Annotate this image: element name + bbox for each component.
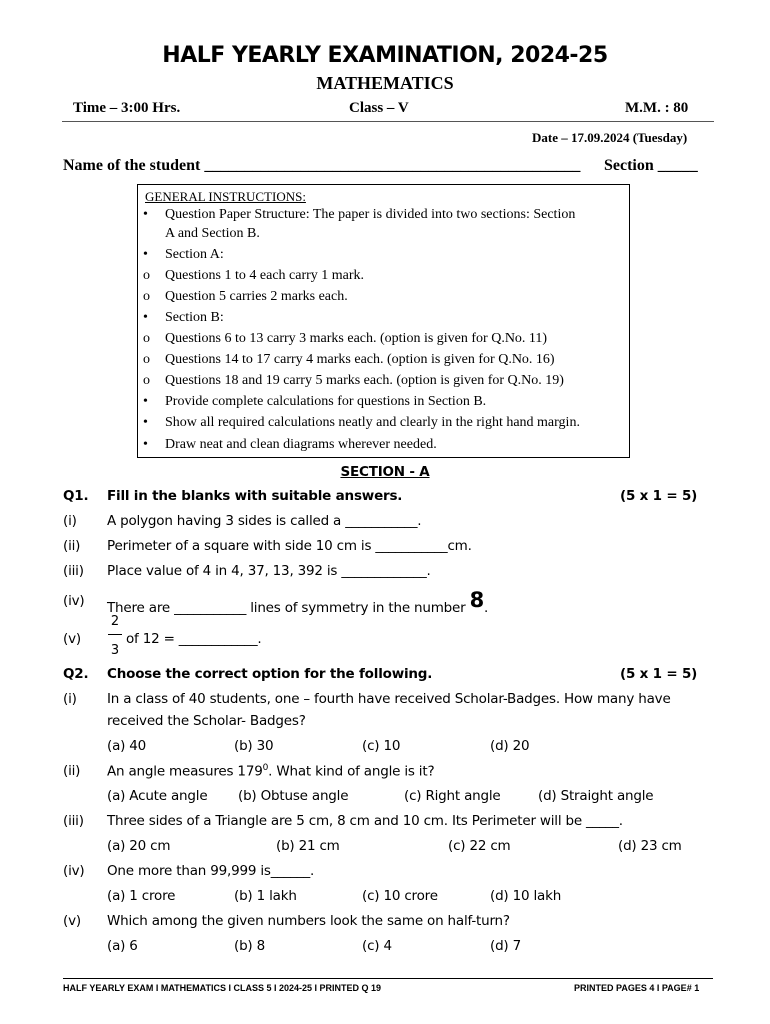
sub-question-text-cont: received the Scholar- Badges? — [107, 713, 306, 729]
instruction-item: Section B: — [165, 310, 224, 325]
sub-question-number: (v) — [63, 631, 81, 647]
header-divider — [62, 121, 714, 122]
bullet-icon: • — [143, 437, 148, 452]
sub-question-number: (ii) — [63, 763, 81, 779]
option-d: (d) 7 — [490, 938, 521, 954]
fraction-numerator: 2 — [110, 614, 120, 629]
option-c: (c) 10 — [362, 738, 401, 754]
sub-question-text: Which among the given numbers look the same on half-turn? — [107, 913, 510, 929]
bullet-icon: • — [143, 207, 148, 222]
exam-title: HALF YEARLY EXAMINATION, 2024-25 — [162, 43, 608, 68]
student-name-line: Name of the student _______________________________________________ — [63, 157, 581, 174]
footer-left-text: HALF YEARLY EXAM I MATHEMATICS I CLASS 5 I 2024-25 I PRINTED Q 19 — [63, 983, 382, 993]
instruction-item-cont: A and Section B. — [165, 226, 260, 241]
option-a: (a) 40 — [107, 738, 147, 754]
section-line: Section _____ — [604, 157, 698, 174]
big-number-eight: 8 — [469, 588, 485, 612]
instruction-item: Questions 18 and 19 carry 5 marks each. (option is given for Q.No. 19) — [165, 373, 564, 388]
instruction-item: Show all required calculations neatly and clearly in the right hand margin. — [165, 415, 580, 430]
sub-question-number: (i) — [63, 513, 77, 529]
option-b: (b) 30 — [234, 738, 274, 754]
sub-question-number: (iii) — [63, 563, 84, 579]
option-a: (a) 1 crore — [107, 888, 176, 904]
sub-question-text-main: There are ___________ lines of symmetry in the number — [107, 600, 470, 616]
option-d: (d) 23 cm — [618, 838, 682, 854]
sub-question-number: (v) — [63, 913, 81, 929]
instruction-item: Section A: — [165, 247, 224, 262]
bullet-icon: • — [143, 394, 148, 409]
question-marks: (5 x 1 = 5) — [620, 666, 698, 682]
question-title: Choose the correct option for the following. — [107, 666, 433, 682]
option-c: (c) 22 cm — [448, 838, 511, 854]
instruction-item: Questions 1 to 4 each carry 1 mark. — [165, 268, 365, 283]
instruction-item: Provide complete calculations for questions in Section B. — [165, 394, 487, 409]
footer-right-text: PRINTED PAGES 4 I PAGE# 1 — [574, 983, 700, 993]
instruction-item: Questions 6 to 13 carry 3 marks each. (option is given for Q.No. 11) — [165, 331, 548, 346]
time-label: Time – 3:00 Hrs. — [73, 100, 181, 116]
circle-bullet-icon: o — [143, 352, 150, 367]
option-b: (b) 8 — [234, 938, 265, 954]
instruction-item: Draw neat and clean diagrams wherever needed. — [165, 437, 437, 452]
option-d: (d) 10 lakh — [490, 888, 562, 904]
option-c: (c) 4 — [362, 938, 392, 954]
circle-bullet-icon: o — [143, 268, 150, 283]
option-a: (a) 20 cm — [107, 838, 171, 854]
sub-question-text-main: An angle measures 179 — [107, 763, 263, 780]
instruction-item: Question Paper Structure: The paper is divided into two sections: Section — [165, 207, 576, 222]
sub-question-text — [107, 588, 489, 616]
degree-superscript: 0 — [262, 763, 269, 773]
sub-question-text: A polygon having 3 sides is called a ___________. — [107, 513, 422, 529]
circle-bullet-icon: o — [143, 331, 150, 346]
sub-question-number: (iii) — [63, 813, 84, 829]
fraction-denominator: 3 — [110, 643, 120, 658]
sub-question-text: of 12 = ____________. — [126, 631, 262, 647]
instruction-item: Question 5 carries 2 marks each. — [165, 289, 348, 304]
option-b: (b) 21 cm — [276, 838, 340, 854]
sub-question-text: Place value of 4 in 4, 37, 13, 392 is _____________. — [107, 563, 431, 579]
sub-question-text-tail: . — [484, 600, 489, 616]
bullet-icon: • — [143, 247, 148, 262]
section-a-heading: SECTION - A — [340, 464, 430, 480]
sub-question-number: (iv) — [63, 593, 85, 609]
sub-question-text: Three sides of a Triangle are 5 cm, 8 cm and 10 cm. Its Perimeter will be _____. — [107, 813, 623, 829]
circle-bullet-icon: o — [143, 373, 150, 388]
sub-question-text: Perimeter of a square with side 10 cm is ___________cm. — [107, 538, 472, 554]
instructions-heading: GENERAL INSTRUCTIONS: — [145, 189, 306, 204]
option-c: (c) 10 crore — [362, 888, 438, 904]
option-a: (a) 6 — [107, 938, 138, 954]
class-label: Class – V — [349, 100, 409, 116]
question-number: Q2. — [63, 666, 89, 682]
option-d: (d) Straight angle — [538, 788, 654, 804]
option-b: (b) Obtuse angle — [238, 788, 349, 804]
option-c: (c) Right angle — [404, 788, 501, 804]
footer-rule — [63, 978, 713, 979]
option-d: (d) 20 — [490, 738, 530, 754]
question-title: Fill in the blanks with suitable answers. — [107, 488, 403, 504]
sub-question-text-tail: . What kind of angle is it? — [268, 763, 435, 780]
sub-question-text: One more than 99,999 is______. — [107, 863, 315, 879]
instruction-item: Questions 14 to 17 carry 4 marks each. (option is given for Q.No. 16) — [165, 352, 555, 367]
sub-question-number: (ii) — [63, 538, 81, 554]
option-a: (a) Acute angle — [107, 788, 208, 804]
question-number: Q1. — [63, 488, 89, 504]
subject-title: MATHEMATICS — [316, 73, 454, 93]
question-marks: (5 x 1 = 5) — [620, 488, 698, 504]
sub-question-text — [107, 763, 434, 780]
bullet-icon: • — [143, 415, 148, 430]
sub-question-number: (iv) — [63, 863, 85, 879]
sub-question-number: (i) — [63, 691, 77, 707]
circle-bullet-icon: o — [143, 289, 150, 304]
bullet-icon: • — [143, 310, 148, 325]
max-marks-label: M.M. : 80 — [625, 100, 689, 116]
sub-question-text: In a class of 40 students, one – fourth have received Scholar-Badges. How many have — [107, 691, 671, 707]
fraction-bar — [108, 634, 122, 635]
exam-date: Date – 17.09.2024 (Tuesday) — [532, 130, 688, 145]
option-b: (b) 1 lakh — [234, 888, 297, 904]
